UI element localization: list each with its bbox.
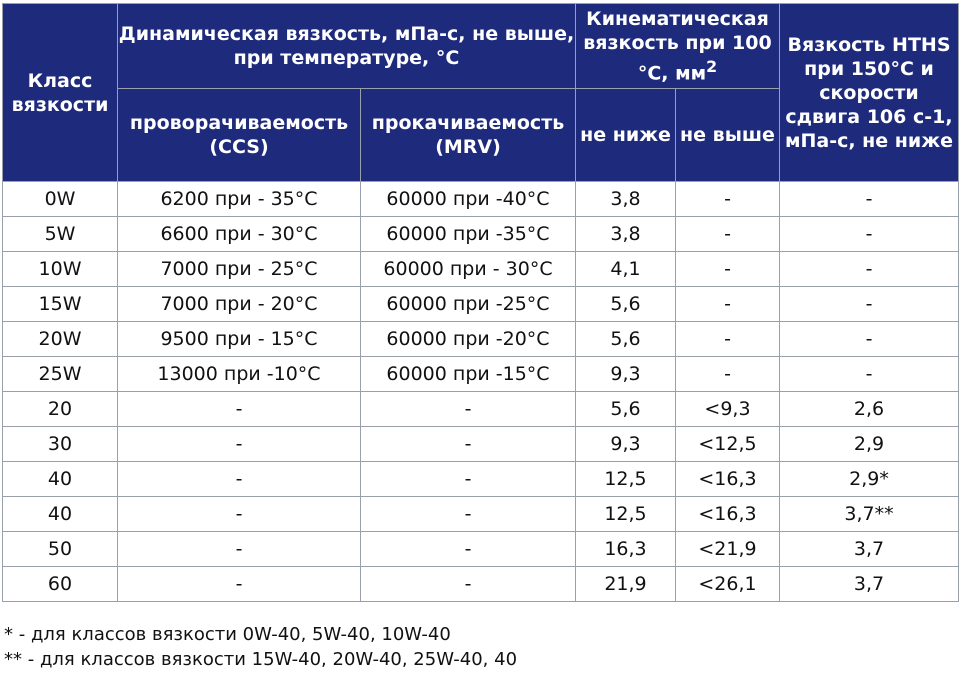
cell-mrv: - [361, 567, 576, 602]
cell-kinematic-min: 4,1 [576, 252, 676, 287]
table-row [3, 252, 959, 287]
header-kinematic-min: не ниже [576, 89, 676, 182]
cell-kinematic-min: 5,6 [576, 322, 676, 357]
header-viscosity-class: Класс вязкости [3, 4, 118, 182]
cell-class: 40 [3, 462, 118, 497]
cell-kinematic-min: 3,8 [576, 182, 676, 217]
cell-kinematic-min: 5,6 [576, 392, 676, 427]
cell-kinematic-max: <16,3 [676, 462, 780, 497]
cell-mrv: - [361, 532, 576, 567]
cell-kinematic-max: - [676, 252, 780, 287]
cell-ccs: 7000 при - 20°С [118, 287, 361, 322]
cell-mrv: 60000 при -35°С [361, 217, 576, 252]
cell-kinematic-min: 5,6 [576, 287, 676, 322]
cell-kinematic-min: 16,3 [576, 532, 676, 567]
cell-hths: 2,6 [780, 392, 959, 427]
table-row [3, 322, 959, 357]
cell-kinematic-min: 9,3 [576, 427, 676, 462]
header-kinematic-sup: 2 [706, 56, 718, 76]
cell-mrv: - [361, 427, 576, 462]
cell-kinematic-min: 21,9 [576, 567, 676, 602]
cell-kinematic-max: <16,3 [676, 497, 780, 532]
cell-ccs: - [118, 497, 361, 532]
cell-mrv: - [361, 462, 576, 497]
cell-hths: - [780, 217, 959, 252]
cell-hths: - [780, 182, 959, 217]
cell-ccs: 6600 при - 30°С [118, 217, 361, 252]
header-kinematic-viscosity [576, 4, 780, 89]
cell-ccs: 6200 при - 35°С [118, 182, 361, 217]
cell-kinematic-max: - [676, 182, 780, 217]
header-hths-viscosity: Вязкость HTHS при 150°С и скорости сдвига 106 с-1, мПа-с, не ниже [780, 4, 959, 182]
table-row [3, 427, 959, 462]
cell-kinematic-max: <12,5 [676, 427, 780, 462]
cell-hths: 3,7** [780, 497, 959, 532]
cell-kinematic-min: 12,5 [576, 497, 676, 532]
footnote-single-star: * - для классов вязкости 0W-40, 5W-40, 10W-40 [4, 624, 451, 645]
table-row [3, 567, 959, 602]
cell-class: 50 [3, 532, 118, 567]
cell-class: 40 [3, 497, 118, 532]
cell-mrv: 60000 при -20°С [361, 322, 576, 357]
header-mrv: прокачиваемость (MRV) [361, 89, 576, 182]
table-body [3, 182, 959, 602]
cell-kinematic-max: <26,1 [676, 567, 780, 602]
cell-class: 30 [3, 427, 118, 462]
cell-mrv: - [361, 497, 576, 532]
header-ccs: проворачиваемость (CCS) [118, 89, 361, 182]
cell-ccs: 7000 при - 25°С [118, 252, 361, 287]
cell-class: 0W [3, 182, 118, 217]
cell-hths: - [780, 287, 959, 322]
cell-ccs: 9500 при - 15°С [118, 322, 361, 357]
cell-class: 20 [3, 392, 118, 427]
cell-ccs: - [118, 567, 361, 602]
cell-hths: 2,9* [780, 462, 959, 497]
table-row [3, 287, 959, 322]
cell-kinematic-max: - [676, 322, 780, 357]
cell-hths: - [780, 252, 959, 287]
cell-ccs: - [118, 532, 361, 567]
cell-mrv: 60000 при -25°С [361, 287, 576, 322]
table-row [3, 497, 959, 532]
table-row [3, 217, 959, 252]
table-header [3, 4, 959, 182]
footnote-double-star: ** - для классов вязкости 15W-40, 20W-40, 25W-40, 40 [4, 649, 518, 670]
cell-mrv: 60000 при -40°С [361, 182, 576, 217]
header-kinematic-text: Кинематическая вязкость при 100 °С, мм [583, 7, 772, 85]
cell-hths: 2,9 [780, 427, 959, 462]
cell-hths: - [780, 322, 959, 357]
cell-mrv: - [361, 392, 576, 427]
cell-mrv: 60000 при - 30°С [361, 252, 576, 287]
cell-kinematic-max: - [676, 217, 780, 252]
cell-class: 60 [3, 567, 118, 602]
cell-ccs: - [118, 392, 361, 427]
cell-kinematic-max: - [676, 357, 780, 392]
cell-kinematic-min: 9,3 [576, 357, 676, 392]
cell-hths: - [780, 357, 959, 392]
cell-kinematic-min: 12,5 [576, 462, 676, 497]
table-row [3, 532, 959, 567]
cell-class: 5W [3, 217, 118, 252]
cell-ccs: - [118, 427, 361, 462]
cell-mrv: 60000 при -15°С [361, 357, 576, 392]
table-row [3, 357, 959, 392]
cell-kinematic-max: - [676, 287, 780, 322]
cell-hths: 3,7 [780, 532, 959, 567]
cell-ccs: 13000 при -10°С [118, 357, 361, 392]
table-row [3, 182, 959, 217]
footnotes [4, 622, 517, 672]
cell-class: 15W [3, 287, 118, 322]
cell-kinematic-max: <9,3 [676, 392, 780, 427]
cell-ccs: - [118, 462, 361, 497]
cell-class: 25W [3, 357, 118, 392]
cell-class: 20W [3, 322, 118, 357]
cell-class: 10W [3, 252, 118, 287]
viscosity-table [2, 3, 959, 602]
cell-hths: 3,7 [780, 567, 959, 602]
table-row [3, 392, 959, 427]
header-kinematic-max: не выше [676, 89, 780, 182]
table-row [3, 462, 959, 497]
header-dynamic-viscosity: Динамическая вязкость, мПа-с, не выше, при температуре, °С [118, 4, 576, 89]
cell-kinematic-max: <21,9 [676, 532, 780, 567]
cell-kinematic-min: 3,8 [576, 217, 676, 252]
